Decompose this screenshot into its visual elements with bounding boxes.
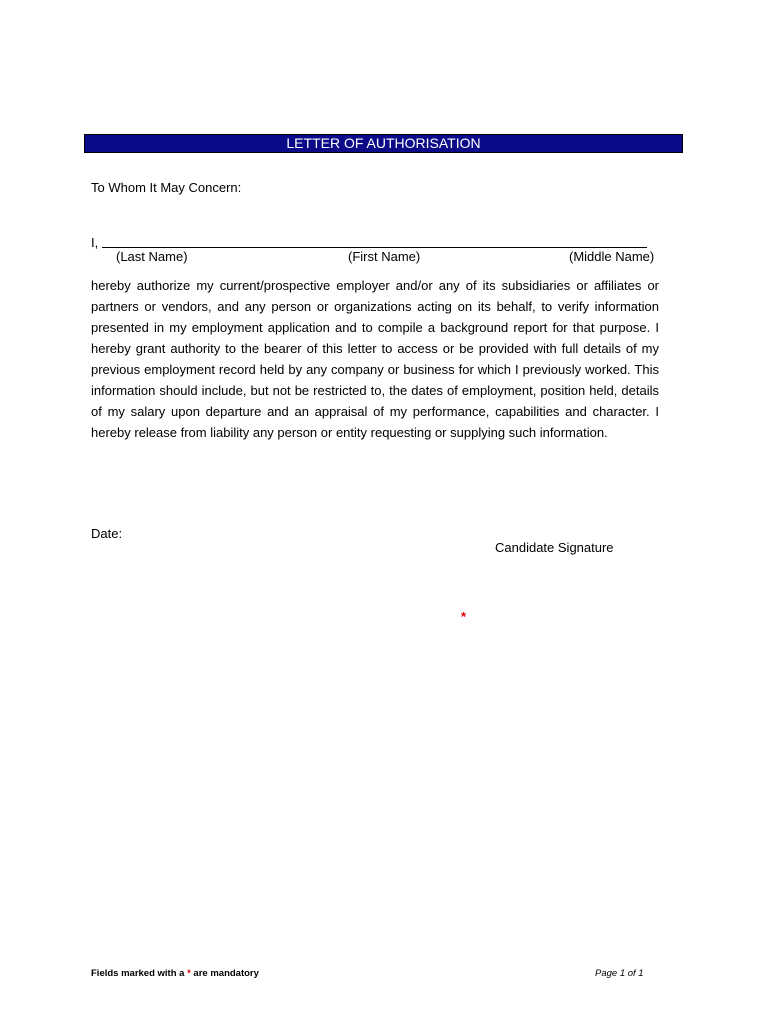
page-number: Page 1 of 1	[595, 968, 644, 979]
last-name-label: (Last Name)	[116, 249, 188, 264]
salutation: To Whom It May Concern:	[91, 180, 242, 195]
candidate-signature-label: Candidate Signature	[495, 540, 614, 555]
middle-name-label: (Middle Name)	[569, 249, 655, 264]
letter-title: LETTER OF AUTHORISATION	[84, 134, 683, 153]
footer-note-prefix: Fields marked with a	[91, 968, 188, 979]
footer-note-suffix: are mandatory	[190, 968, 259, 979]
mandatory-asterisk: *	[461, 609, 467, 624]
name-prefix: I,	[91, 235, 99, 250]
footer-note-asterisk: *	[187, 968, 191, 979]
name-underline[interactable]	[102, 247, 647, 248]
mandatory-fields-note	[91, 968, 259, 979]
name-field-labels	[91, 249, 661, 265]
first-name-label: (First Name)	[348, 249, 421, 264]
date-label: Date:	[91, 526, 123, 541]
authorization-body: hereby authorize my current/prospective employer and/or any of its subsidiaries or affiliates or partners or vendors, and any person or organizations acting on its behalf, to verify information presented in my employment application and to compile a background report for that purpose. I hereby grant authority to the bearer of this letter to access or be provided with full details of my previous employment record held by any company or business for which I previously worked. This information should include, but not be restricted to, the dates of employment, position held, details of my salary upon departure and an appraisal of my performance, capabilities and character. I hereby release from liability any person or entity requesting or supplying such information.	[91, 278, 659, 440]
